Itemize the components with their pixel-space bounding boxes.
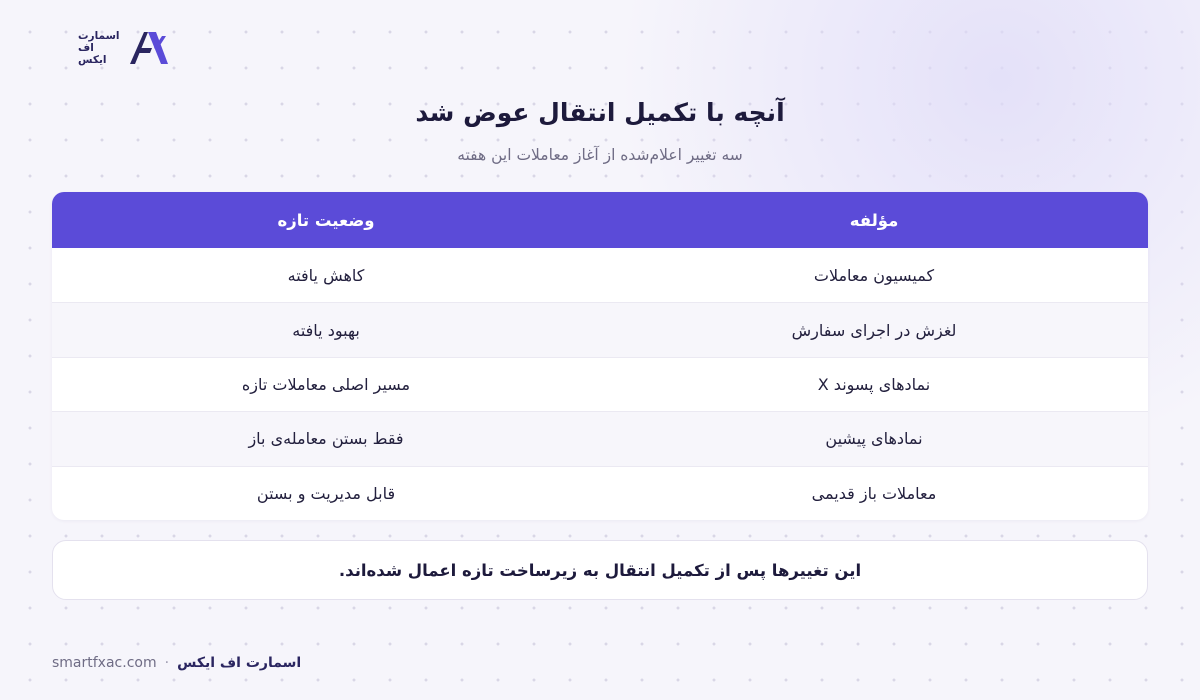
footer-brand: اسمارت اف ایکس [177, 655, 302, 671]
changes-table [52, 192, 1148, 520]
column-header-new-status: وضعیت تازه [277, 210, 375, 230]
status-cell: کاهش یافته [287, 265, 365, 285]
footer-domain-link[interactable]: smartfxac.com [52, 655, 157, 671]
component-cell: نمادهای پیشین [825, 429, 923, 449]
footer [52, 655, 301, 671]
logo-line: اف [78, 42, 94, 54]
logo-line: اسمارت [78, 30, 120, 42]
component-cell: معاملات باز قدیمی [811, 483, 937, 503]
table-row [52, 466, 1148, 520]
status-cell: قابل مدیریت و بستن [256, 483, 396, 503]
table-row [52, 248, 1148, 302]
status-cell: بهبود یافته [292, 320, 360, 340]
component-cell: لغزش در اجرای سفارش [791, 320, 957, 340]
footer-separator: · [164, 655, 170, 671]
component-cell: کمیسیون معاملات [813, 265, 935, 285]
component-cell: نمادهای پسوند X [817, 374, 931, 394]
table-header [52, 192, 1148, 248]
table-body [52, 248, 1148, 520]
table-row [52, 302, 1148, 356]
summary-note: این تغییرها پس از تکمیل انتقال به زیرساخت تازه اعمال شده‌اند. [52, 540, 1148, 600]
table-row [52, 357, 1148, 411]
table-row [52, 411, 1148, 465]
status-cell: مسیر اصلی معاملات تازه [241, 374, 411, 394]
column-header-component: مؤلفه [849, 210, 899, 230]
logo-wordmark [78, 30, 120, 66]
logo [78, 28, 170, 68]
smartfx-logo-icon [126, 28, 170, 68]
status-cell: فقط بستن معامله‌ی باز [248, 429, 404, 449]
page-subtitle: سه تغییر اعلام‌شده از آغاز معاملات این هفته [457, 146, 743, 164]
logo-line: ایکس [78, 54, 107, 66]
page-title: آنچه با تکمیل انتقال عوض شد [415, 98, 785, 127]
